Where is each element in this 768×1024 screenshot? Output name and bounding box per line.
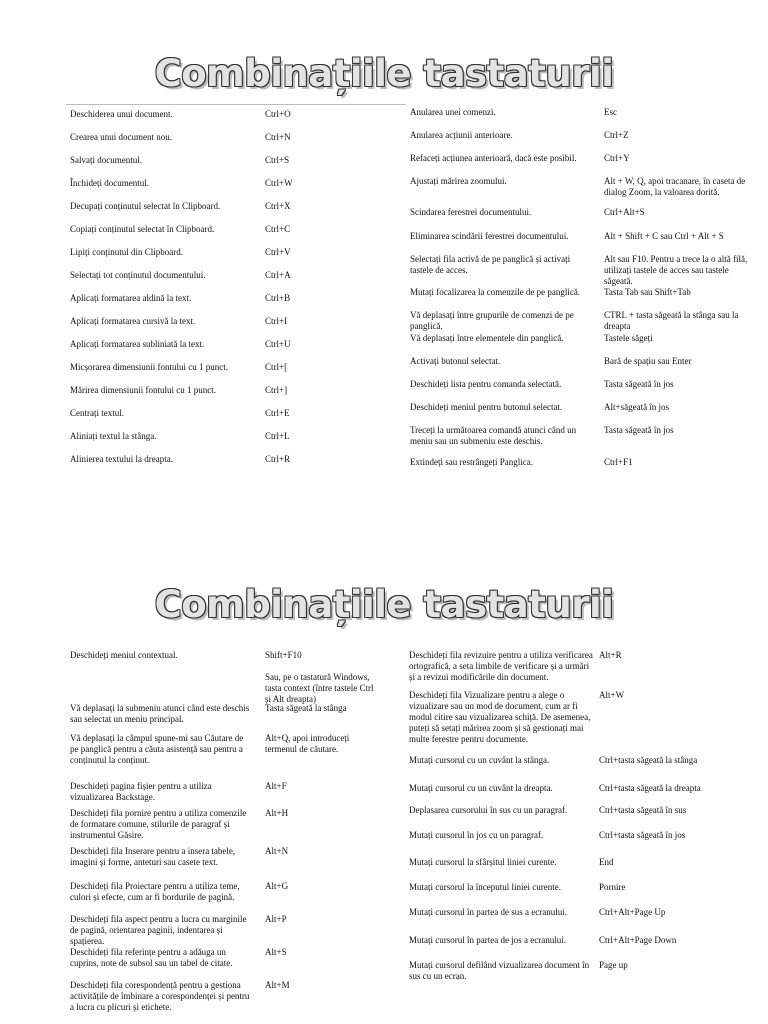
shortcut-description: Deschideți fila aspect pentru a lucra cu marginile de pagină, orientarea paginii, indentarea și spațierea. (70, 914, 247, 946)
shortcut-key: Ctrl+] (265, 385, 288, 395)
shortcut-description: Micșorarea dimensiunii fontului cu 1 punct. (70, 362, 228, 372)
shortcut-key: CTRL + tasta săgeată la stânga sau la dreapta (604, 310, 739, 331)
shortcut-description: Mutați focalizarea la comenzile de pe panglică. (410, 287, 581, 297)
shortcut-key: Alt+N (265, 846, 289, 856)
shortcut-key: Alt+W (599, 690, 625, 700)
shortcut-description: Copiați conținutul selectat în Clipboard. (70, 224, 215, 234)
shortcut-key: Alt+Q, apoi introduceți termenul de căutare. (265, 733, 350, 754)
shortcut-description: Mutați cursorul cu un cuvânt la stânga. (409, 755, 550, 765)
shortcut-key: Bară de spațiu sau Enter (604, 356, 692, 366)
shortcut-key: Alt+G (265, 881, 289, 891)
shortcut-description: Mutați cursorul la începutul liniei curente. (409, 882, 561, 892)
shortcut-description: Deschideți pagina fișier pentru a utiliza vizualizarea Backstage. (70, 781, 212, 802)
shortcut-key: Ctrl+L (265, 431, 290, 441)
shortcut-description: Aliniați textul la stânga. (70, 431, 157, 441)
shortcut-description: Treceți la următoarea comandă atunci când un meniu sau un submeniu este deschis. (410, 425, 577, 446)
shortcut-description: Salvați documentul. (70, 155, 142, 165)
shortcut-key: Ctrl+Z (604, 130, 629, 140)
shortcut-description: Anularea acțiunii anterioare. (410, 130, 513, 140)
shortcut-key: Ctrl+tasta săgeată la dreapta (599, 783, 701, 793)
shortcut-key: Ctrl+F1 (604, 457, 633, 467)
shortcut-description: Aplicați formatarea aldină la text. (70, 293, 192, 303)
shortcut-description: Mutați cursorul cu un cuvânt la dreapta. (409, 783, 553, 793)
shortcut-description: Deschiderea unui document. (70, 109, 173, 119)
shortcut-key: Tasta săgeată la stânga (265, 703, 347, 713)
shortcut-key: Ctrl+W (265, 178, 293, 188)
shortcut-key: Ctrl+Alt+Page Down (599, 935, 677, 945)
shortcut-description: Alinierea textului la dreapta. (70, 454, 173, 464)
shortcut-description: Mutați cursorul în partea de sus a ecranului. (409, 907, 567, 917)
shortcut-key: Ctrl+A (265, 270, 291, 280)
shortcut-description: Scindarea ferestrei documentului. (410, 207, 532, 217)
shortcut-description: Deschideți fila referințe pentru a adăuga un cuprins, note de subsol sau un tabel de citate. (70, 947, 233, 968)
shortcut-key: Page up (599, 960, 628, 970)
shortcut-key: Ctrl+N (265, 132, 291, 142)
shortcut-description: Deschideți fila Inserare pentru a insera tabele, imagini și forme, anteturi sau casete text. (70, 846, 236, 867)
shortcut-key: Ctrl+U (265, 339, 291, 349)
shortcut-key: Alt+R (599, 650, 622, 660)
page-title: Combinațiile tastaturii (154, 583, 614, 626)
shortcut-key: Ctrl+tasta săgeată la stânga (599, 755, 698, 765)
shortcut-key: Ctrl+Alt+Page Up (599, 907, 666, 917)
shortcut-description: Decupați conținutul selectat în Clipboard. (70, 201, 221, 211)
shortcut-key: Alt+F (265, 781, 287, 791)
shortcut-description: Crearea unui document nou. (70, 132, 172, 142)
shortcut-key: Tasta săgeată în jos (604, 379, 674, 389)
shortcut-key: Ctrl+Alt+S (604, 207, 645, 217)
shortcut-description: Deschideți meniul pentru butonul selectat. (410, 402, 563, 412)
shortcut-description: Aplicați formatarea subliniată la text. (70, 339, 205, 349)
shortcut-description: Vă deplasați la submeniu atunci când este deschis sau selectat un meniu principal. (70, 703, 250, 724)
shortcut-description: Ajustați mărirea zoomului. (410, 176, 507, 186)
shortcut-description: Vă deplasați la câmpul spune-mi sau Căutare de pe panglică pentru a căuta asistență sau pentru a conținutul la conținut. (70, 733, 244, 765)
divider (66, 104, 406, 105)
shortcut-description: Mutați cursorul în partea de jos a ecranului. (409, 935, 566, 945)
shortcut-key: Shift+F10 Sau, pe o tastatură Windows, tasta context (între tastele Ctrl și Alt dreapta) (265, 650, 374, 704)
shortcut-key: Ctrl+tasta săgeată în jos (599, 830, 686, 840)
shortcut-key: Ctrl+V (265, 247, 291, 257)
shortcut-key: Alt + W, Q, apoi tracanare, în caseta de dialog Zoom, la valoarea dorită. (604, 176, 746, 197)
shortcut-description: Aplicați formatarea cursivă la text. (70, 316, 196, 326)
shortcut-key: End (599, 857, 614, 867)
shortcut-description: Mutați cursorul la sfârșitul liniei curente. (409, 857, 557, 867)
shortcut-description: Mutați cursorul în jos cu un paragraf. (409, 830, 544, 840)
shortcut-key: Tastele săgeți (604, 333, 653, 343)
shortcut-description: Extindeți sau restrângeți Panglica. (410, 457, 533, 467)
shortcut-description: Centrați textul. (70, 408, 124, 418)
shortcut-description: Închideți documentul. (70, 178, 149, 188)
shortcut-description: Deplasarea cursorului în sus cu un paragraf. (409, 805, 568, 815)
shortcut-key: Ctrl+B (265, 293, 291, 303)
shortcut-key: Ctrl+X (265, 201, 291, 211)
shortcut-description: Selectați tot conținutul documentului. (70, 270, 206, 280)
shortcut-description: Anularea unei comenzi. (410, 107, 496, 117)
shortcut-key: Alt + Shift + C sau Ctrl + Alt + S (604, 231, 724, 241)
shortcut-key: Alt sau F10. Pentru a trece la o altă filă, utilizați tastele de acces sau tastele săgeată. (604, 254, 748, 286)
shortcut-key: Ctrl+I (265, 316, 288, 326)
shortcut-key: Tasta Tab sau Shift+Tab (604, 287, 691, 297)
shortcut-key: Ctrl+C (265, 224, 291, 234)
shortcut-key: Ctrl+[ (265, 362, 288, 372)
shortcut-description: Mutați cursorul defilând vizualizarea document în sus cu un ecran. (409, 960, 590, 981)
shortcut-description: Deschideți fila Proiectare pentru a utiliza teme, culori și efecte, cum ar fi bordurile de pagină. (70, 881, 240, 902)
shortcut-description: Deschideți meniul contextual. (70, 650, 178, 660)
shortcut-description: Activați butonul selectat. (410, 356, 501, 366)
shortcut-key: Ctrl+E (265, 408, 290, 418)
page-title: Combinațiile tastaturii (154, 52, 614, 95)
shortcut-description: Selectați fila activă de pe panglică și activați tastele de acces. (410, 254, 571, 275)
shortcut-description: Mărirea dimensiunii fontului cu 1 punct. (70, 385, 216, 395)
shortcut-description: Vă deplasați între elementele din panglică. (410, 333, 564, 343)
shortcut-key: Alt+săgeată în jos (604, 402, 670, 412)
shortcut-key: Pornire (599, 882, 626, 892)
shortcut-key: Esc (604, 107, 617, 117)
shortcut-key: Alt+P (265, 914, 287, 924)
shortcut-key: Alt+S (265, 947, 287, 957)
shortcut-description: Deschideți fila pornire pentru a utiliza comenzile de formatare comune, stilurile de paragraf și instrumentul Găsire. (70, 808, 247, 840)
shortcut-key: Tasta săgeată în jos (604, 425, 674, 435)
shortcut-key: Alt+H (265, 808, 289, 818)
shortcut-description: Deschideți fila revizuire pentru a utiliza verificarea ortografică, a seta limbile de verificare și a urmări și a revizui modificările din document. (409, 650, 593, 682)
shortcut-description: Refaceți acțiunea anterioară, dacă este posibil. (410, 153, 577, 163)
shortcut-description: Deschideți lista pentru comanda selectată. (410, 379, 562, 389)
shortcut-key: Alt+M (265, 980, 290, 990)
shortcut-key: Ctrl+O (265, 109, 291, 119)
shortcut-description: Lipiți conținutul din Clipboard. (70, 247, 183, 257)
shortcut-description: Deschideți fila corespondență pentru a gestiona activitățile de îmbinare a corespondenței și pentru a lucra cu plicuri și etichete. (70, 980, 250, 1012)
shortcut-description: Vă deplasați între grupurile de comenzi de pe panglică. (410, 310, 574, 331)
shortcut-key: Ctrl+Y (604, 153, 630, 163)
shortcut-key: Ctrl+tasta săgeată în sus (599, 805, 687, 815)
shortcut-description: Eliminarea scindării ferestrei documentului. (410, 231, 569, 241)
shortcut-key: Ctrl+S (265, 155, 290, 165)
shortcut-key: Ctrl+R (265, 454, 291, 464)
shortcut-description: Deschideți fila Vizualizare pentru a alege o vizualizare sau un mod de document, cum ar fi modul citire sau vizualizarea schiță. De asemenea, puteți să setați mărirea zoom și să gestionați mai multe ferestre pentru documente. (409, 690, 591, 744)
